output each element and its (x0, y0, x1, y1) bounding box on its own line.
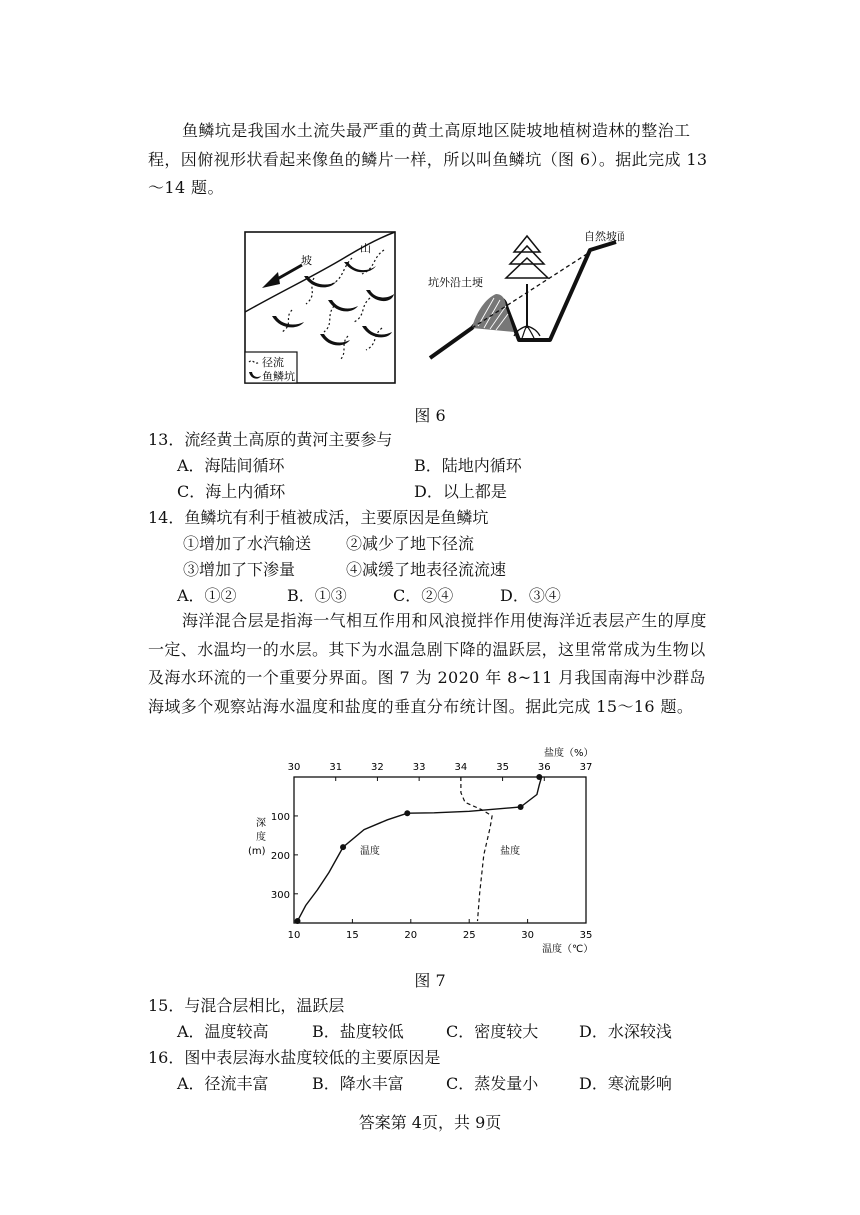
plot-frame (294, 777, 586, 923)
q15-option-d[interactable]: D．水深较浅 (579, 1022, 672, 1041)
natural-slope-label: 自然坡面 (584, 230, 624, 243)
fish-scale-pit-diagram (244, 228, 624, 388)
q16-option-a[interactable]: A．径流丰富 (177, 1074, 269, 1093)
q16-option-c[interactable]: C．蒸发量小 (446, 1074, 539, 1093)
figure-7-caption: 图 7 (414, 971, 446, 990)
q13-stem: 13．流经黄土高原的黄河主要参与 (148, 430, 393, 449)
salinity-tick-label: 37 (579, 762, 593, 773)
temperature-axis-title: 温度（℃） (542, 944, 594, 955)
q15-option-b[interactable]: B．盐度较低 (312, 1022, 404, 1041)
q14-statement-4: ④减缓了地表径流流速 (346, 560, 507, 579)
depth-axis-title-2: 度 (256, 832, 266, 843)
q14-option-b[interactable]: B．①③ (287, 586, 347, 605)
depth-axis-title-3: (m) (248, 846, 266, 857)
temperature-tick-label: 15 (346, 930, 359, 941)
temperature-point (518, 804, 524, 810)
temperature-salinity-depth-chart (246, 742, 606, 960)
salinity-tick-label: 35 (496, 762, 509, 773)
q13-option-d[interactable]: D．以上都是 (414, 482, 507, 501)
figure-6-caption: 图 6 (414, 406, 446, 425)
intro-paragraph-15-16: 海洋混合层是指海一气相互作用和风浪搅拌作用使海洋近表层产生的厚度一定、水温均一的水层。其下为水温急剧下降的温跃层，这里常常成为生物以及海水环流的一个重要分界面。图 7 为 2020 年 8~11 月我国南海中沙群岛海域多个观察站海水温度和盐度的垂直分布统计图。据此完成 15～16 题。 (148, 611, 707, 716)
legend-runoff-label: 径流 (262, 356, 284, 369)
salinity-tick-label: 33 (412, 762, 426, 773)
salinity-tick-label: 32 (371, 762, 384, 773)
q13-option-b[interactable]: B．陆地内循环 (414, 456, 522, 475)
temperature-tick-label: 30 (521, 930, 534, 941)
salinity-tick-label: 30 (287, 762, 301, 773)
q14-statement-2: ②减少了地下径流 (346, 534, 475, 553)
mountain-label: 山 (360, 242, 371, 255)
q13-option-a[interactable]: A．海陆间循环 (177, 456, 285, 475)
temperature-tick-label: 10 (287, 930, 301, 941)
salinity-tick-label: 31 (329, 762, 343, 773)
cross-section-ground (430, 242, 616, 358)
temperature-point (295, 918, 301, 924)
legend-pit-label: 鱼鳞坑 (262, 370, 295, 383)
q14-statement-1: ①增加了水汽输送 (183, 534, 312, 553)
q16-option-b[interactable]: B．降水丰富 (312, 1074, 404, 1093)
q14-stem: 14．鱼鳞坑有利于植被成活，主要原因是鱼鳞坑 (148, 508, 489, 527)
salinity-tick-label: 36 (537, 762, 551, 773)
temperature-point (536, 774, 542, 780)
q14-statement-3: ③增加了下渗量 (183, 560, 296, 579)
q14-option-c[interactable]: C．②④ (393, 586, 454, 605)
temperature-tick-label: 25 (462, 930, 476, 941)
depth-axis-title-1: 深 (256, 818, 266, 829)
depth-tick-label: 200 (270, 850, 290, 862)
q16-stem: 16．图中表层海水盐度较低的主要原因是 (148, 1048, 441, 1067)
temperature-series-label: 温度 (359, 846, 380, 858)
page-footer: 答案第 4页，共 9页 (358, 1113, 502, 1132)
q14-option-d[interactable]: D．③④ (500, 586, 561, 605)
tree-crown-top (514, 236, 540, 252)
q16-option-d[interactable]: D．寒流影响 (579, 1074, 672, 1093)
q14-option-a[interactable]: A．①② (177, 586, 237, 605)
intro-paragraph-13-14: 鱼鳞坑是我国水土流失最严重的黄土高原地区陡坡地植树造林的整治工程，因俯视形状看起来像鱼的鳞片一样，所以叫鱼鳞坑（图 6）。据此完成 13～14 题。 (148, 121, 708, 197)
temperature-tick-label: 35 (579, 930, 593, 941)
depth-tick-label: 100 (270, 811, 290, 823)
depth-tick-label: 300 (270, 889, 290, 901)
q15-stem: 15．与混合层相比，温跃层 (148, 996, 345, 1015)
figure-6 (244, 228, 624, 388)
salinity-axis-title: 盐度（%） (544, 748, 594, 759)
tree-crown-middle (510, 246, 544, 264)
temperature-point (340, 844, 346, 850)
salinity-series-label: 盐度 (500, 846, 521, 858)
figure-7 (246, 742, 606, 960)
temperature-tick-label: 20 (404, 930, 418, 941)
salinity-curve (461, 777, 492, 921)
q15-option-a[interactable]: A．温度较高 (177, 1022, 269, 1041)
q15-option-c[interactable]: C．密度较大 (446, 1022, 539, 1041)
slope-label: 坡 (301, 254, 312, 267)
temperature-point (404, 810, 410, 816)
q13-option-c[interactable]: C．海上内循环 (177, 482, 286, 501)
earth-ridge-label: 坑外沿土埂 (428, 276, 483, 289)
salinity-tick-label: 34 (454, 762, 468, 773)
